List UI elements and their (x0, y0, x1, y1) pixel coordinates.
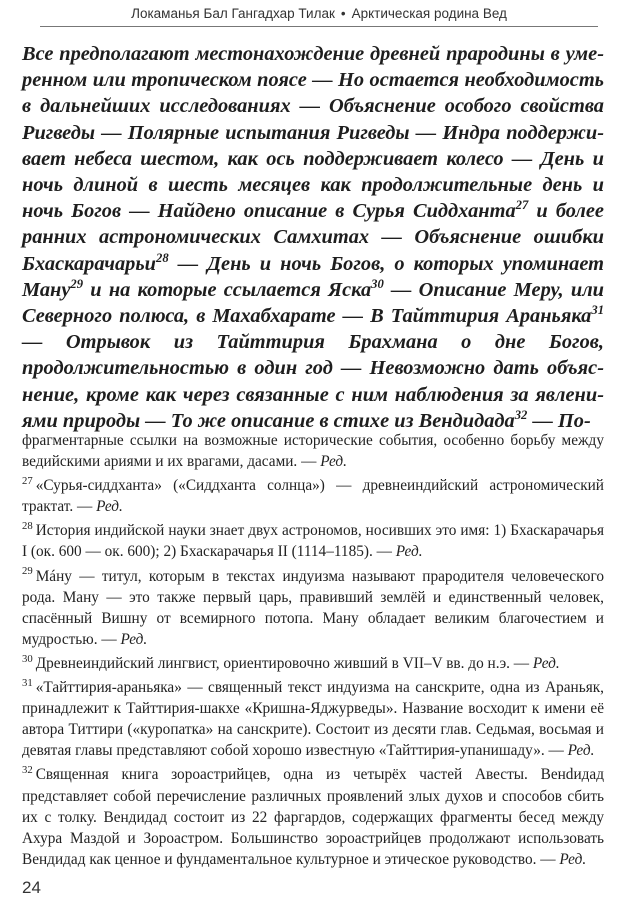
editor-mark: Ред. (559, 850, 587, 868)
footnote-30 (22, 653, 604, 674)
footnote-28 (22, 520, 604, 562)
footnote-number: 31 (22, 676, 33, 689)
footnote-text: История индийской науки знает двух астрономов, носивших это имя: 1) Бхаскарачарья I (ок. 600 — ок. 600); 2) Бхаскарачарья II (1114–1185). — (22, 522, 604, 561)
editor-mark: Ред. (532, 654, 560, 672)
footnote-32 (22, 764, 604, 869)
footnote-number: 27 (22, 475, 33, 488)
footnote-number: 28 (22, 520, 33, 533)
footnote-ref-27[interactable]: 27 (515, 198, 529, 213)
footnote-text: фрагментарные ссылки на возможные исторические события, особенно борьбу между ведийскими ариями и их врагами, дасами. — (22, 432, 604, 471)
editor-mark: Ред. (96, 498, 123, 516)
footnote-29 (22, 566, 604, 650)
footnote-31 (22, 677, 604, 761)
editor-mark: Ред. (320, 453, 347, 471)
footnote-ref-30[interactable]: 30 (371, 277, 384, 292)
header-author: Локаманья Бал Гангадхар Тилак (131, 6, 335, 21)
summary-text: и более ранних астрономических Самхитах — Объяснение ошибки Бхаскарачарьи (22, 200, 604, 275)
page-number: 24 (22, 878, 41, 897)
footnote-text: «Тайттирия-араньяка» — священный текст индуизма на санскрите, одна из Араньяк, принадлежит к Тайттирия-шакхе «Кришна-Яджурведы». Название восходит к имени её автора Титтири («куропатка» на санскрите). Состоит из десяти глав. Седьмая, восьмая и девятая главы представляют собой хорошо известную «Тайттирия-упанишаду». — (22, 679, 604, 760)
footnote-text: Священная книга зороастрийцев, одна из четырёх частей Авесты. Венdидад представляет собой перечисление различных проявлений злых духов и способов сбить их с толку. Вендидад состоит из 22 фаргардов, содержащих фрагменты бесед между Ахура Маздой и Зороастром. Большинство зороастрийцев продолжают использовать Вендидад как ценное и фундаментальное культурное и этическое руководство. — (22, 766, 604, 868)
footnote-continuation (22, 430, 604, 472)
footnote-ref-32[interactable]: 32 (514, 408, 528, 423)
summary-text: — По- (527, 409, 591, 432)
footnote-number: 29 (22, 565, 33, 578)
chapter-summary (22, 41, 604, 434)
footnote-number: 30 (22, 652, 33, 665)
summary-text: Все предполагают местонахождение древней прародины в умеренном или тропическом поясе — Но остается необходимость в дальнейших исследованиях — Объяснение особого свойства Ригведы — Полярные испытания Ригведы — Индра поддерживает небеса шестом, как ось поддерживает колесо — День и ночь длиной в шесть месяцев как продолжительные день и ночь Богов — Найдено описание в Сурья Сиддханта (22, 43, 604, 223)
running-header (40, 6, 598, 27)
summary-text: и на которые ссылается Яска (83, 278, 372, 301)
footnote-text: Мáну — титул, которым в текстах индуизма называют прародителя человеческого рода. Ману — это также первый царь, правивший землёй и единственный человек, спасённый Вишну от всемирного потопа. Ману обладает великим благочестием и мудростью. — (22, 567, 604, 648)
editor-mark: Ред. (567, 742, 595, 760)
editor-mark: Ред. (120, 630, 148, 648)
footnote-ref-28[interactable]: 28 (156, 250, 169, 265)
summary-text: — Описание Меру, или Северного полюса, в Махабхарате — В Тайттирия Араньяка (22, 278, 604, 328)
footnote-text: Древнеиндийский лингвист, ориентировочно живший в VII–V вв. до н.э. — (35, 654, 533, 672)
header-separator: • (340, 6, 346, 21)
footnote-27 (22, 475, 604, 517)
footnote-ref-31[interactable]: 31 (591, 303, 604, 318)
summary-text: — День и ночь Богов, о которых упоминает Ману (22, 252, 604, 301)
footnote-ref-29[interactable]: 29 (70, 277, 84, 292)
footnotes (22, 430, 604, 873)
summary-text: — Отрывок из Тайттирия Брахмана о дне Богов, продолжительностью в один год — Невозможно дать объяснение, кроме как через связанные с ним наблюдения за явлениями природы — То же описание в стихе из Вендидада (22, 331, 604, 432)
header-book-title: Арктическая родина Вед (351, 6, 507, 21)
footnote-text: «Сурья-сиддханта» («Сиддханта солнца») — древнеиндийский астрономический трактат. — (22, 477, 604, 516)
editor-mark: Ред. (395, 543, 423, 561)
footnote-number: 32 (22, 764, 33, 777)
